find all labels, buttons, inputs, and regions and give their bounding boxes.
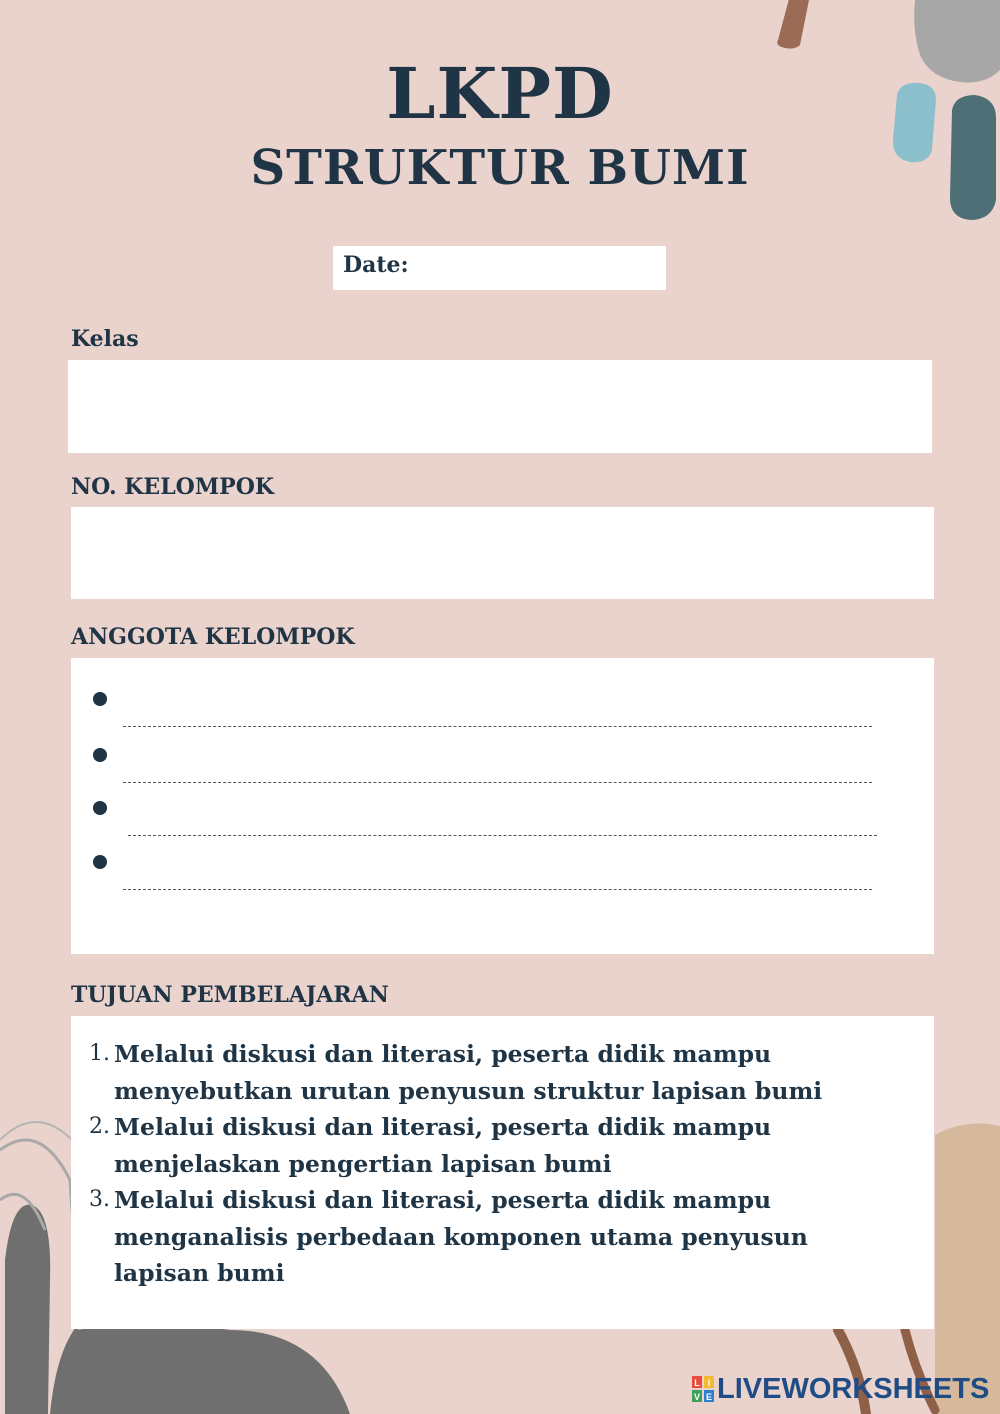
- kelompok-box: [71, 507, 934, 599]
- objectives-label: TUJUAN PEMBELAJARAN: [71, 982, 389, 1008]
- objective-text: Melalui diskusi dan literasi, peserta didik mampu menyebutkan urutan penyusun struktur lapisan bumi: [114, 1040, 823, 1105]
- bullet-icon: [93, 855, 107, 869]
- worksheet-title: LKPD: [386, 52, 614, 135]
- kelas-box: [68, 360, 932, 453]
- member-row: [71, 746, 934, 796]
- objective-item: [91, 1036, 911, 1109]
- kelompok-label: NO. KELOMPOK: [71, 474, 275, 500]
- member-input-4[interactable]: [123, 853, 872, 890]
- objective-number: 3.: [89, 1187, 110, 1212]
- liveworksheets-watermark: [692, 1373, 989, 1405]
- objectives-box: [71, 1016, 934, 1329]
- date-box: [333, 246, 666, 290]
- objective-text: Melalui diskusi dan literasi, peserta didik mampu menjelaskan pengertian lapisan bumi: [114, 1113, 772, 1178]
- objectives-list: [91, 1036, 911, 1292]
- anggota-box: [71, 658, 934, 954]
- date-label: Date:: [343, 252, 409, 278]
- objective-item: [91, 1182, 911, 1292]
- logo-letter-v: V: [693, 1392, 701, 1402]
- date-input[interactable]: [418, 250, 662, 286]
- member-input-3[interactable]: [128, 799, 877, 836]
- bullet-icon: [93, 692, 107, 706]
- kelas-input[interactable]: [68, 360, 932, 453]
- bullet-icon: [93, 801, 107, 815]
- member-input-2[interactable]: [123, 746, 872, 783]
- grey-stroke-shape: [5, 1205, 50, 1414]
- worksheet-subtitle: STRUKTUR BUMI: [250, 140, 750, 196]
- liveworksheets-logo-icon: [692, 1376, 714, 1402]
- member-row: [71, 690, 934, 740]
- bullet-icon: [93, 748, 107, 762]
- logo-letter-l: L: [694, 1378, 700, 1388]
- objective-item: [91, 1109, 911, 1182]
- logo-letter-e: E: [705, 1392, 713, 1402]
- kelompok-input[interactable]: [71, 507, 934, 599]
- logo-letter-i: I: [707, 1378, 711, 1388]
- tan-blob-shape: [935, 1123, 1000, 1414]
- member-row: [71, 853, 934, 903]
- anggota-label: ANGGOTA KELOMPOK: [71, 624, 355, 650]
- objective-number: 2.: [89, 1114, 110, 1139]
- objective-text: Melalui diskusi dan literasi, peserta didik mampu menganalisis perbedaan komponen utama penyusun lapisan bumi: [114, 1186, 808, 1287]
- brown-stroke-shape: [777, 0, 810, 49]
- kelas-label: Kelas: [71, 326, 139, 352]
- member-input-1[interactable]: [123, 690, 872, 727]
- objective-number: 1.: [89, 1041, 110, 1066]
- member-row: [71, 799, 934, 849]
- watermark-text: LIVEWORKSHEETS: [717, 1372, 990, 1405]
